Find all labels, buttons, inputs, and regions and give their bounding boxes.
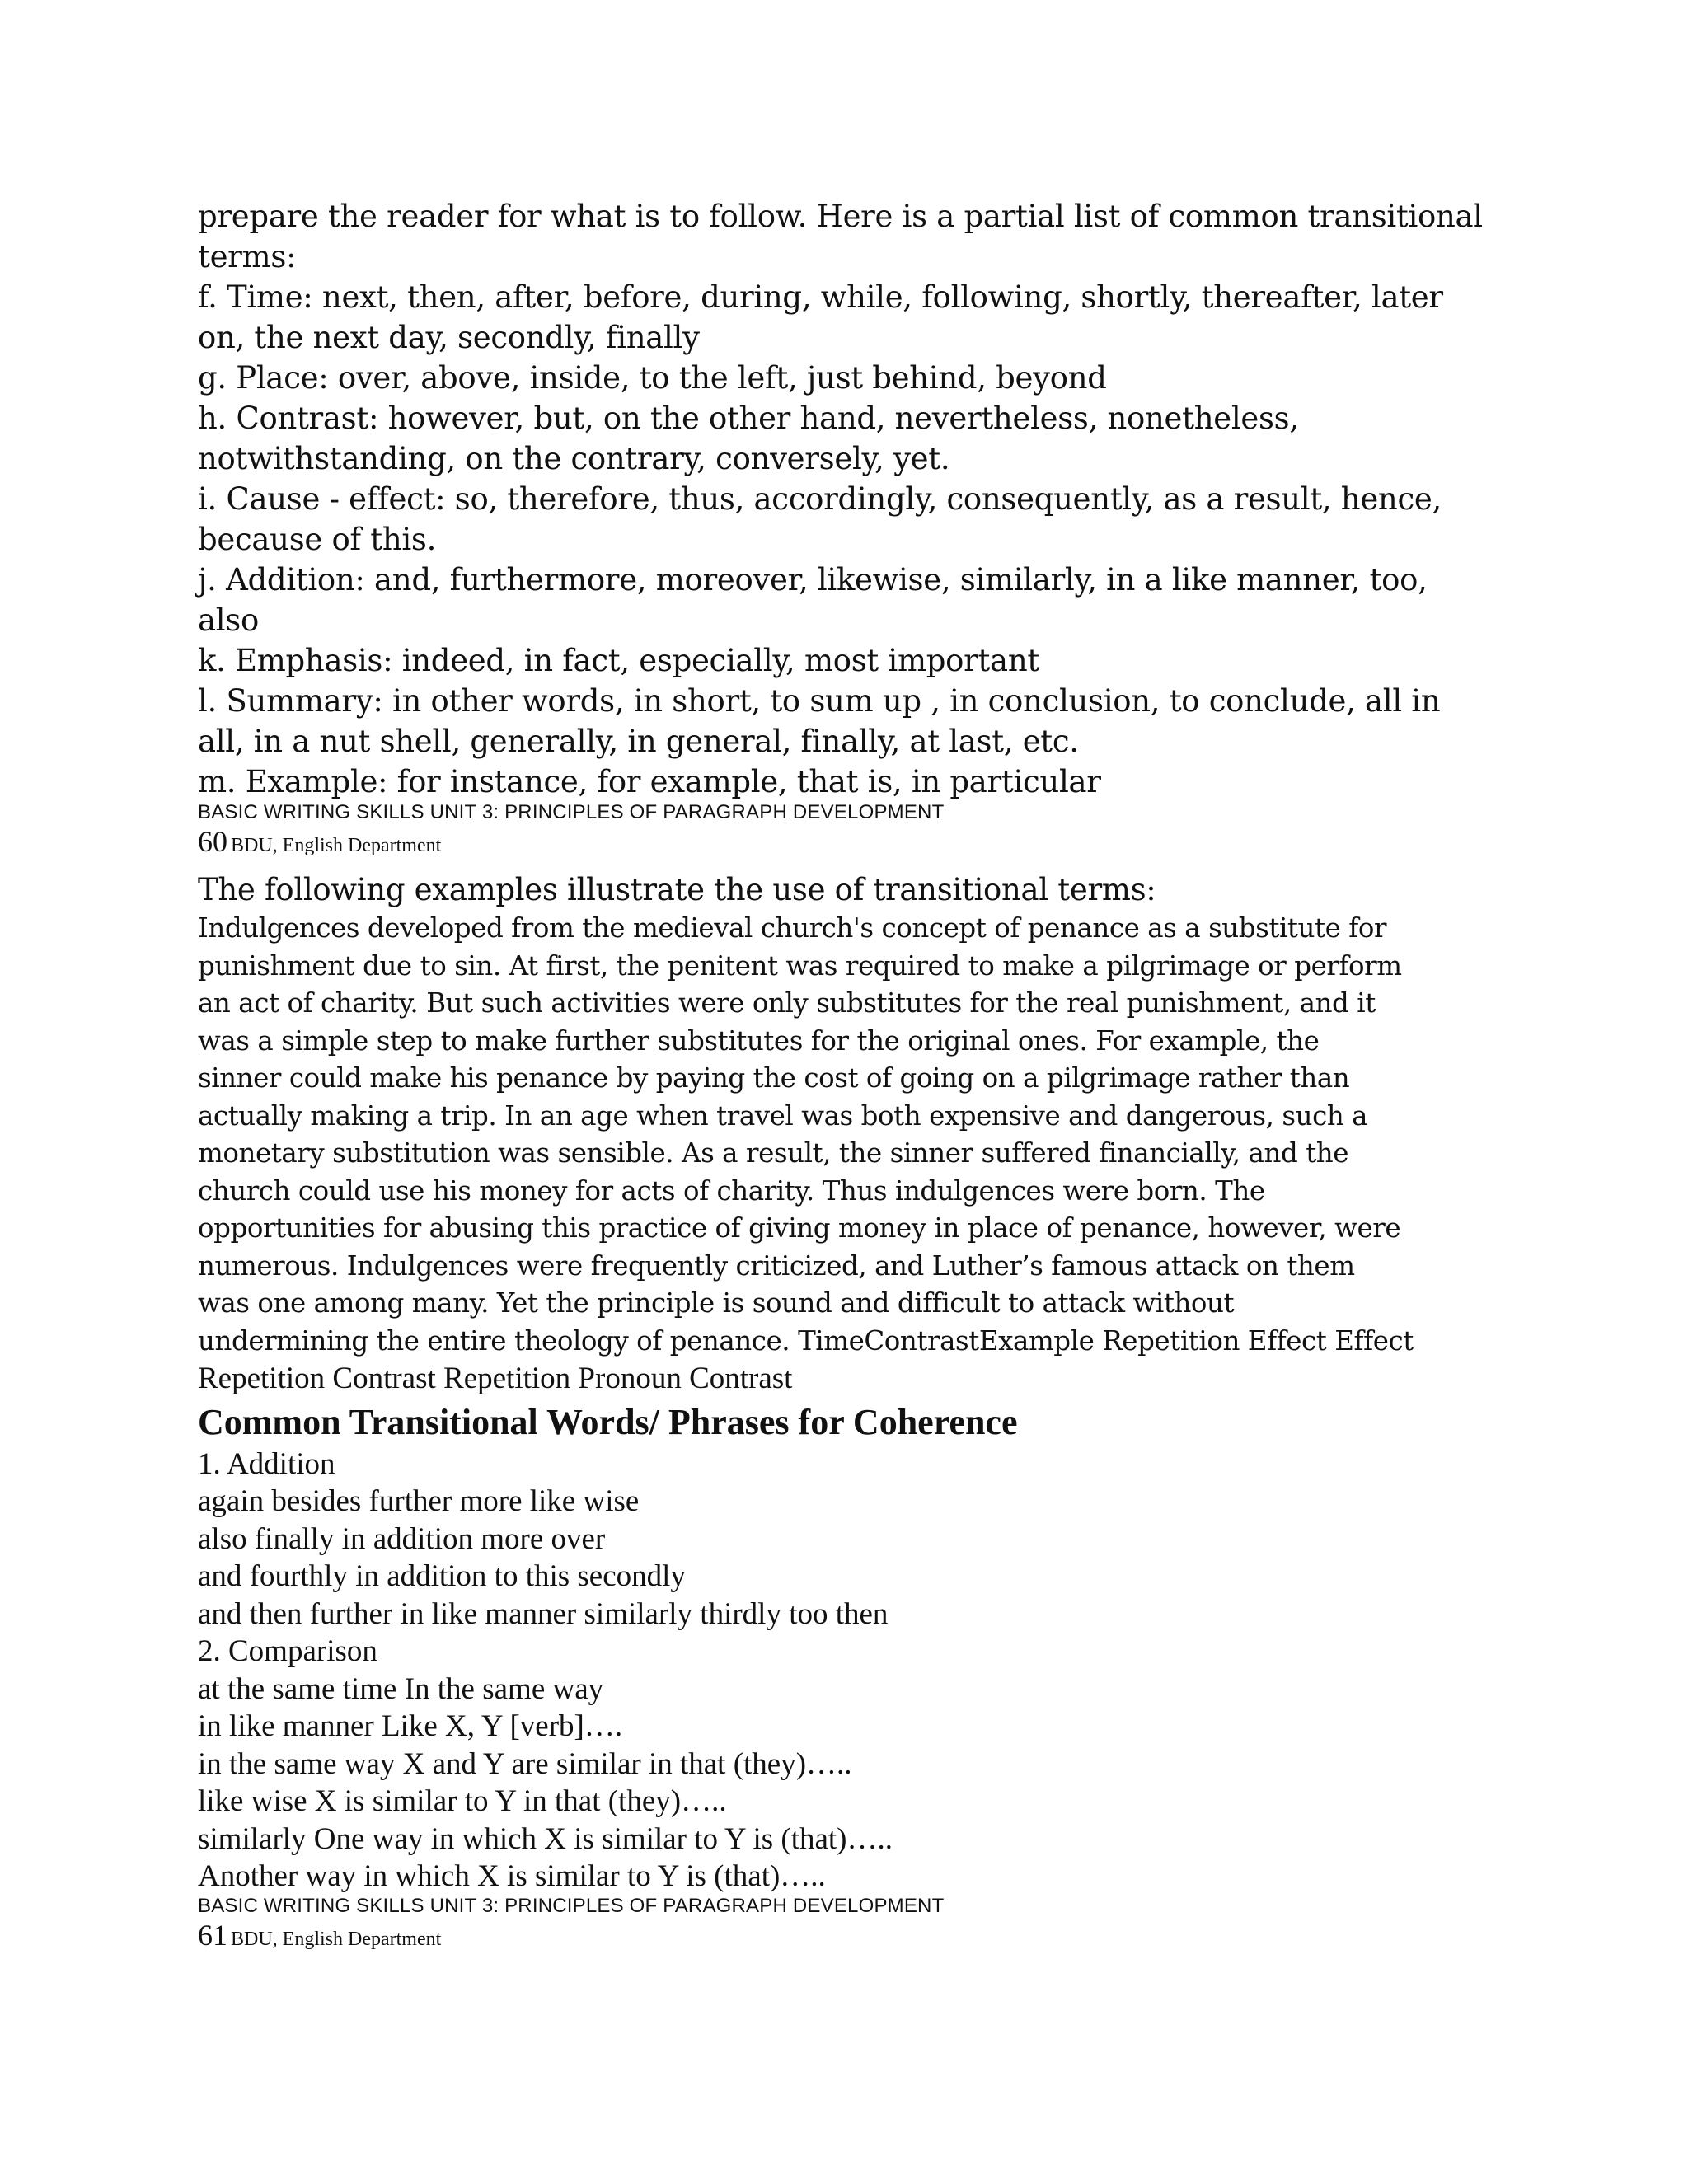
text-line: terms: (198, 239, 297, 274)
list-item-contrast (198, 398, 1533, 479)
list-item-summary (198, 681, 1533, 762)
text-line: actually making a trip. In an age when travel was both expensive and dangerous, such a (198, 1099, 1368, 1132)
text-line: was one among many. Yet the principle is sound and difficult to attack without (198, 1287, 1235, 1319)
text-line: Another way in which X is similar to Y is (that)….. (198, 1859, 826, 1893)
text-line: at the same time In the same way (198, 1671, 604, 1706)
text-line: i. Cause - effect: so, therefore, thus, accordingly, consequently, as a result, hence, (198, 481, 1442, 517)
example-paragraph (198, 910, 1533, 1398)
text-line: in like manner Like X, Y [verb]…. (198, 1709, 623, 1743)
section-heading: Common Transitional Words/ Phrases for Coherence (198, 1401, 1018, 1442)
list-item-emphasis (198, 640, 1533, 681)
transition-list (198, 277, 1533, 802)
text-line: f. Time: next, then, after, before, during, while, following, shortly, thereafter, later (198, 279, 1443, 315)
text-line: like wise X is similar to Y in that (they)….. (198, 1784, 727, 1818)
text-line: in the same way X and Y are similar in that (they)….. (198, 1746, 852, 1781)
text-line: opportunities for abusing this practice of giving money in place of penance, however, were (198, 1212, 1401, 1244)
text-line: monetary substitution was sensible. As a result, the sinner suffered financially, and the (198, 1137, 1349, 1169)
page-number-line (198, 823, 1533, 866)
text-line: Indulgences developed from the medieval church's concept of penance as a substitute for (198, 912, 1387, 944)
category-label: 1. Addition (198, 1446, 335, 1481)
list-item-cause-effect (198, 479, 1533, 560)
running-head: BASIC WRITING SKILLS UNIT 3: PRINCIPLES OF PARAGRAPH DEVELOPMENT (198, 1894, 945, 1917)
examples-intro: The following examples illustrate the use of transitional terms: (198, 872, 1156, 907)
text-line: k. Emphasis: indeed, in fact, especially, most important (198, 643, 1039, 678)
text-line: church could use his money for acts of charity. Thus indulgences were born. The (198, 1174, 1265, 1207)
text-line: h. Contrast: however, but, on the other hand, nevertheless, nonetheless, (198, 401, 1299, 436)
category-label: 2. Comparison (198, 1634, 377, 1668)
text-line: numerous. Indulgences were frequently criticized, and Luther’s famous attack on them (198, 1249, 1355, 1282)
text-line: punishment due to sin. At first, the penitent was required to make a pilgrimage or perform (198, 949, 1402, 982)
text-line: sinner could make his penance by paying the cost of going on a pilgrimage rather than (198, 1062, 1350, 1094)
text-line: j. Addition: and, furthermore, moreover, likewise, similarly, in a like manner, too, (198, 562, 1428, 598)
text-line: similarly One way in which X is similar to Y is (that)….. (198, 1821, 893, 1856)
page-footer (198, 1896, 1533, 1960)
page-number: 60 (198, 825, 227, 858)
running-head: BASIC WRITING SKILLS UNIT 3: PRINCIPLES OF PARAGRAPH DEVELOPMENT (198, 801, 945, 823)
text-line: and then further in like manner similarly thirdly too then (198, 1596, 889, 1631)
text-line: notwithstanding, on the contrary, conversely, yet. (198, 441, 950, 476)
list-item-example (198, 762, 1533, 802)
text-line: on, the next day, secondly, finally (198, 320, 700, 355)
list-item-addition (198, 560, 1533, 640)
text-line: was a simple step to make further substitutes for the original ones. For example, the (198, 1024, 1320, 1057)
text-line: also (198, 602, 259, 638)
page-footer (198, 802, 1533, 866)
text-line: again besides further more like wise (198, 1484, 640, 1518)
text-line: l. Summary: in other words, in short, to sum up , in conclusion, to conclude, all in (198, 683, 1441, 719)
text-line: and fourthly in addition to this secondly (198, 1559, 686, 1593)
text-line: Repetition Contrast Repetition Pronoun Contrast (198, 1361, 793, 1395)
intro-paragraph (198, 196, 1533, 277)
text-line: prepare the reader for what is to follow. Here is a partial list of common transitional (198, 199, 1483, 234)
coherence-list (198, 1446, 1533, 1896)
text-line: m. Example: for instance, for example, that is, in particular (198, 764, 1101, 799)
text-line: an act of charity. But such activities were only substitutes for the real punishment, and it (198, 987, 1376, 1019)
text-line: all, in a nut shell, generally, in general, finally, at last, etc. (198, 724, 1079, 759)
page-number: 61 (198, 1918, 227, 1952)
text-line: g. Place: over, above, inside, to the left, just behind, beyond (198, 360, 1107, 396)
department-name: BDU, English Department (231, 1928, 442, 1950)
list-item-time (198, 277, 1533, 358)
text-line: undermining the entire theology of penance. TimeContrastExample Repetition Effect Effect (198, 1324, 1414, 1357)
department-name: BDU, English Department (231, 835, 442, 856)
text-line: because of this. (198, 522, 437, 557)
text-line: also finally in addition more over (198, 1521, 606, 1556)
page-number-line (198, 1917, 1533, 1960)
document-page (198, 196, 1533, 1963)
list-item-place (198, 358, 1533, 398)
